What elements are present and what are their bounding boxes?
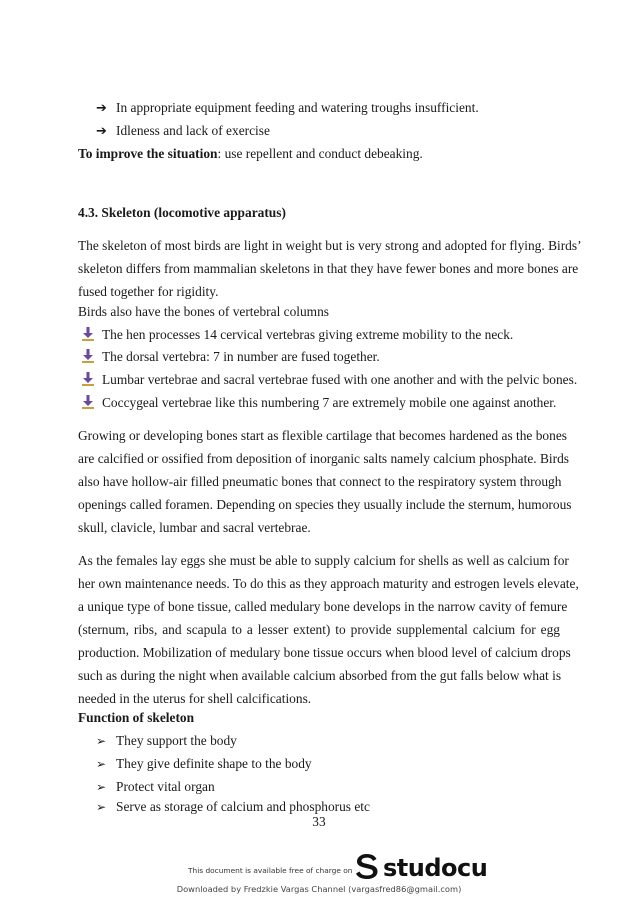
paragraph-line: production. Mobilization of medulary bone tissue occurs when blood level of calcium drops	[78, 645, 571, 660]
list-item: The hen processes 14 cervical vertebras giving extreme mobility to the neck.	[82, 327, 513, 345]
list-item: Coccygeal vertebrae like this numbering 7 are extremely mobile one against another.	[82, 395, 556, 413]
list-item: ➢ Serve as storage of calcium and phosphorus etc	[96, 799, 370, 814]
improve-statement: To improve the situation: use repellent and conduct debeaking.	[78, 146, 423, 161]
paragraph-line: also have hollow-air filled pneumatic bones that connect to the respiratory system through	[78, 474, 562, 489]
paragraph-line: skeleton differs from mammalian skeletons in that they have fewer bones and more bones are	[78, 261, 579, 276]
vertebral-intro: Birds also have the bones of vertebral columns	[78, 304, 330, 319]
paragraph-line: her own maintenance needs. To do this as they approach maturity and estrogen levels elevate,	[78, 576, 579, 591]
page-number: 33	[312, 814, 326, 829]
list-item: ➢ They support the body	[96, 733, 237, 748]
paragraph-line: needed in the uterus for shell calcifications.	[78, 691, 312, 706]
paragraph-line: As the females lay eggs she must be able to supply calcium for shells as well as calcium for	[78, 553, 569, 568]
paragraph-line: such as during the night when available calcium absorbed from the gut falls below what is	[78, 668, 562, 683]
paragraph-line: are calcified or ossified from deposition of inorganic salts namely calcium phosphate. Birds	[78, 451, 569, 466]
paragraph-line: a unique type of bone tissue, called medulary bone develops in the narrow cavity of femure	[78, 599, 568, 614]
list-item: ➔ In appropriate equipment feeding and watering troughs insufficient.	[96, 100, 479, 116]
triangle-arrow-icon: ➢	[96, 780, 107, 794]
paragraph-line: fused together for rigidity.	[78, 284, 219, 299]
down-arrow-plus-icon	[82, 395, 102, 413]
down-arrow-plus-icon	[82, 372, 102, 390]
list-item: ➔ Idleness and lack of exercise	[96, 123, 270, 139]
download-note: Downloaded by Fredzkie Vargas Channel (vargasfred86@gmail.com)	[176, 884, 462, 894]
studocu-logo[interactable]	[354, 853, 487, 883]
paragraph-line: The skeleton of most birds are light in weight but is very strong and adopted for flying. Birds’	[78, 238, 582, 253]
down-arrow-plus-icon	[82, 327, 102, 345]
triangle-arrow-icon: ➢	[96, 757, 107, 771]
triangle-arrow-icon: ➢	[96, 734, 107, 748]
availability-note: This document is available free of charge on	[188, 866, 353, 875]
paragraph-line: skull, clavicle, lumbar and sacral vertebrae.	[78, 520, 311, 535]
studocu-wordmark: studocu	[383, 854, 488, 882]
list-item: The dorsal vertebra: 7 in number are fused together.	[82, 349, 380, 367]
triangle-arrow-icon: ➢	[96, 800, 107, 814]
list-item: ➢ They give definite shape to the body	[96, 756, 312, 771]
list-item: ➢ Protect vital organ	[96, 779, 215, 794]
studocu-logo-icon	[354, 852, 380, 884]
function-heading: Function of skeleton	[78, 710, 195, 725]
section-heading: 4.3. Skeleton (locomotive apparatus)	[78, 205, 286, 220]
bold-right-arrow-icon: ➔	[96, 124, 107, 139]
down-arrow-plus-icon	[82, 349, 102, 367]
paragraph-line: openings called foramen. Depending on species they usually include the sternum, humorous	[78, 497, 572, 512]
paragraph-line: Growing or developing bones start as flexible cartilage that becomes hardened as the bones	[78, 428, 567, 443]
list-item: Lumbar vertebrae and sacral vertebrae fused with one another and with the pelvic bones.	[82, 372, 577, 390]
paragraph-line: (sternum, ribs, and scapula to a lesser extent) to provide supplemental calcium for egg	[78, 622, 560, 637]
bold-right-arrow-icon: ➔	[96, 101, 107, 116]
